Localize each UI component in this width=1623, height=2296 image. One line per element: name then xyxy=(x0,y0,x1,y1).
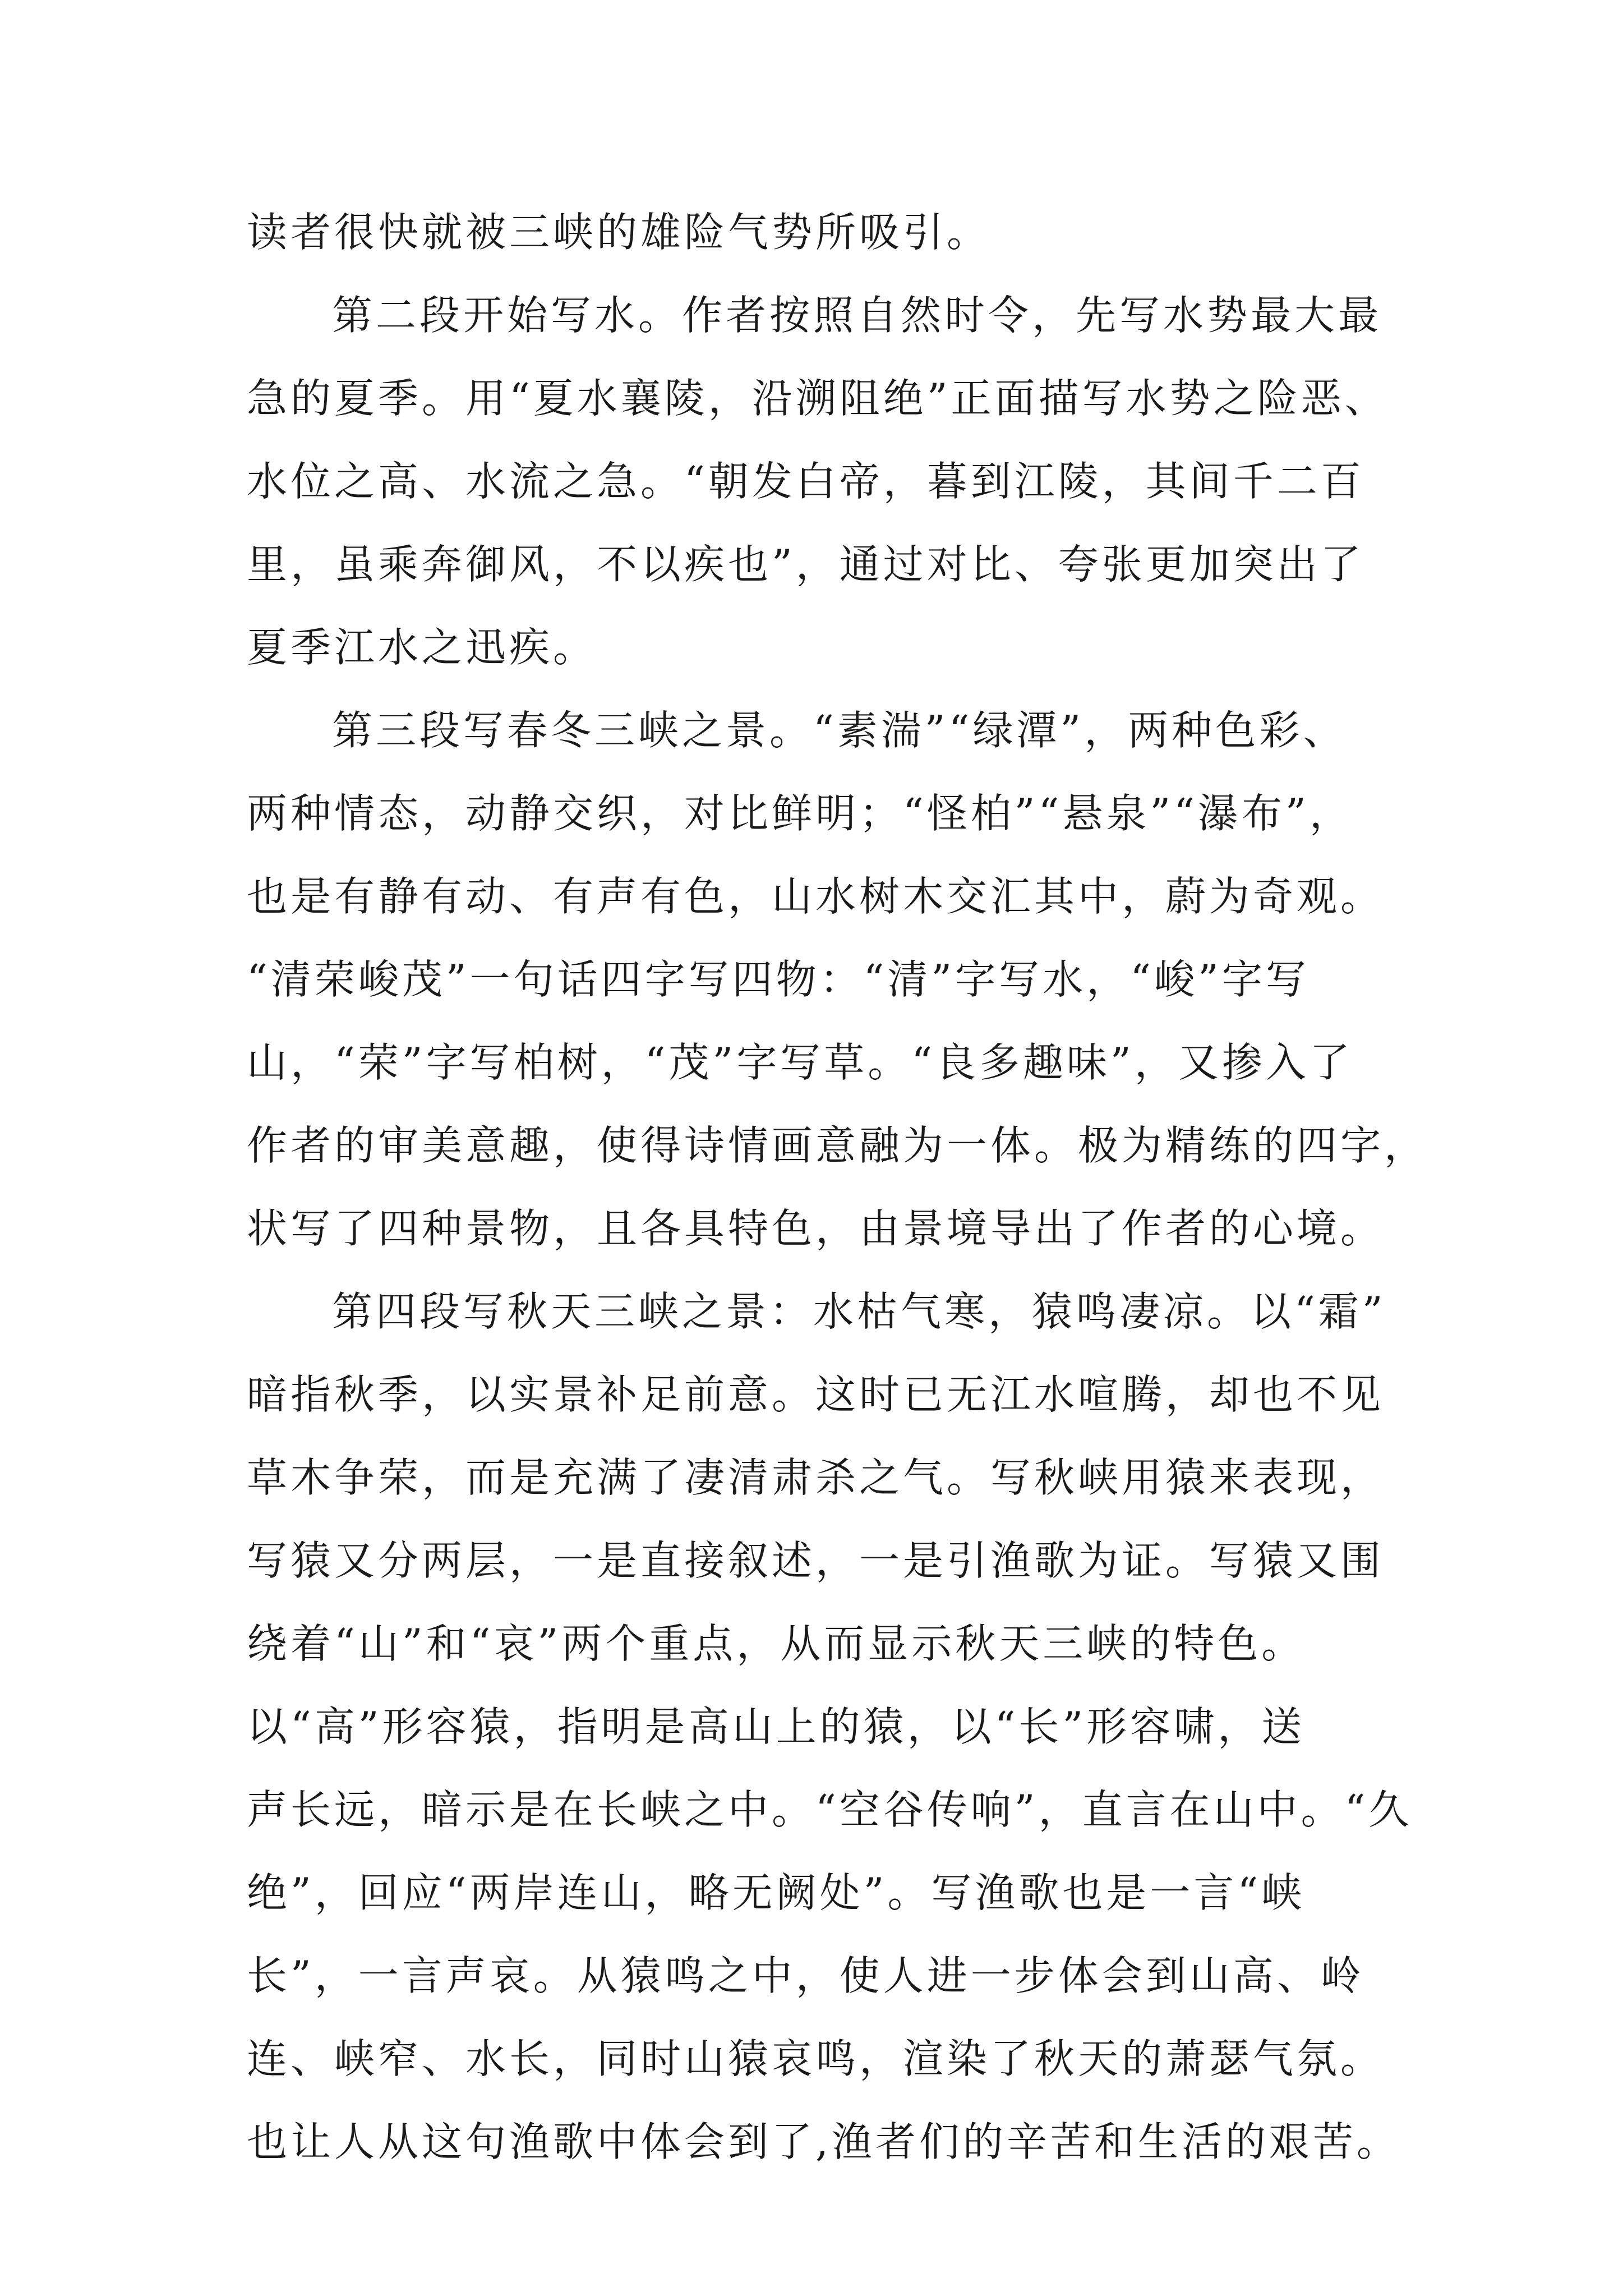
paragraph-start-line: 第三段写春冬三峡之景。“素湍”“绿潭”，两种色彩、 xyxy=(332,707,1347,754)
text-line: 连、峡窄、水长，同时山猿哀鸣，渲染了秋天的萧瑟气氛。 xyxy=(247,2035,1385,2082)
text-line: 里，虽乘奔御风，不以疾也”，通过对比、夸张更加突出了 xyxy=(247,541,1364,588)
text-line: 急的夏季。用“夏水襄陵，沿溯阻绝”正面描写水势之险恶、 xyxy=(247,375,1389,422)
text-line: 绕着“山”和“哀”两个重点，从而显示秋天三峡的特色。 xyxy=(247,1620,1306,1667)
body-text xyxy=(247,191,1428,2183)
text-line: 草木争荣，而是充满了凄清肃杀之气。写秋峡用猿来表现， xyxy=(247,1454,1385,1501)
text-line: 山，“荣”字写柏树，“茂”字写草。“良多趣味”，又掺入了 xyxy=(247,1039,1353,1086)
text-line: 作者的审美意趣，使得诗情画意融为一体。极为精练的四字， xyxy=(247,1122,1428,1169)
text-line: 也让人从这句渔歌中体会到了,渔者们的辛苦和生活的艰苦。 xyxy=(247,2118,1400,2165)
text-line: 夏季江水之迅疾。 xyxy=(247,624,597,671)
text-line: 两种情态，动静交织，对比鲜明；“怪柏”“悬泉”“瀑布”， xyxy=(247,790,1353,837)
text-line: 长”，一言声哀。从猿鸣之中，使人进一步体会到山高、岭 xyxy=(247,1952,1364,1999)
text-line: 状写了四种景物，且各具特色，由景境导出了作者的心境。 xyxy=(247,1205,1385,1252)
text-line: 以“高”形容猿，指明是高山上的猿，以“长”形容啸，送 xyxy=(247,1703,1306,1750)
text-line: 暗指秋季，以实景补足前意。这时已无江水喧腾，却也不见 xyxy=(247,1371,1385,1418)
text-line: 声长远，暗示是在长峡之中。“空谷传响”，直言在山中。“久 xyxy=(247,1786,1413,1833)
text-line: 读者很快就被三峡的雄险气势所吸引。 xyxy=(247,209,991,256)
text-line: “清荣峻茂”一句话四字写四物：“清”字写水，“峻”字写 xyxy=(247,956,1310,1003)
text-line: 也是有静有动、有声有色，山水树木交汇其中，蔚为奇观。 xyxy=(247,873,1385,920)
text-line: 水位之高、水流之急。“朝发白帝，暮到江陵，其间千二百 xyxy=(247,458,1364,505)
paragraph-start-line: 第四段写秋天三峡之景：水枯气寒，猿鸣凄凉。以“霜” xyxy=(332,1288,1386,1335)
paragraph-start-line: 第二段开始写水。作者按照自然时令，先写水势最大最 xyxy=(332,292,1382,339)
text-line: 写猿又分两层，一是直接叙述，一是引渔歌为证。写猿又围 xyxy=(247,1537,1385,1584)
text-line: 绝”，回应“两岸连山，略无阙处”。写渔歌也是一言“峡 xyxy=(247,1869,1306,1916)
